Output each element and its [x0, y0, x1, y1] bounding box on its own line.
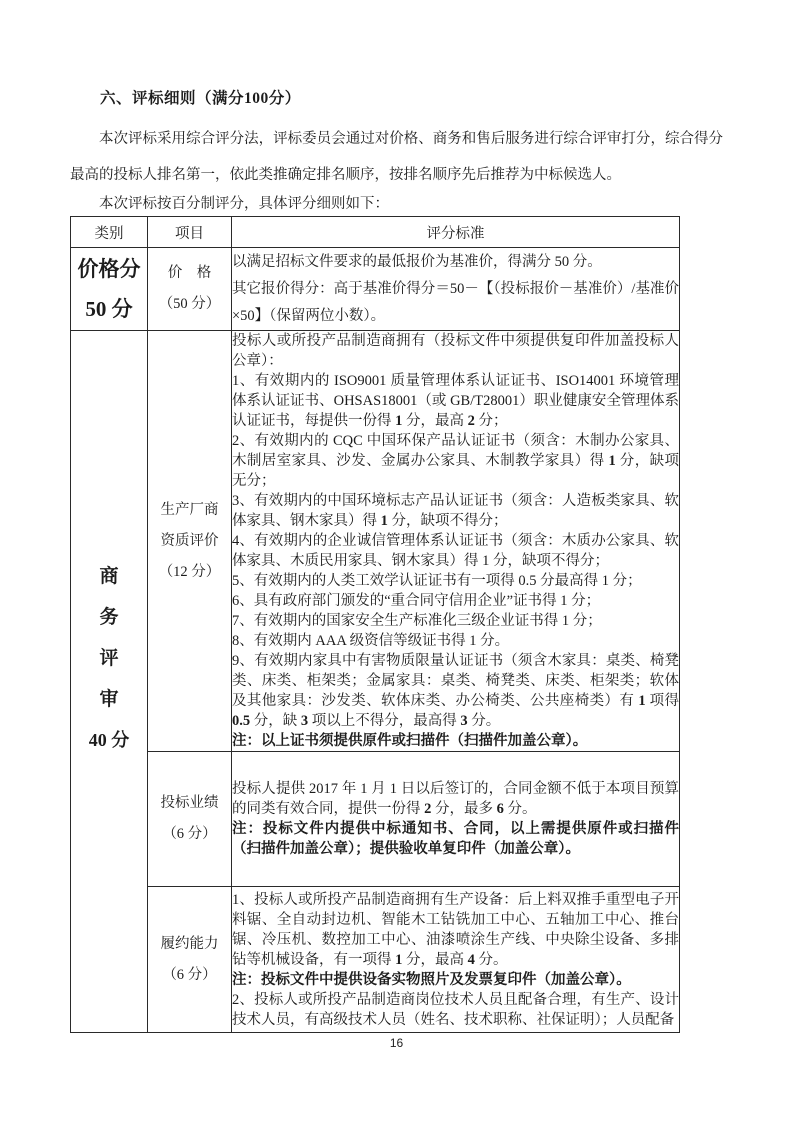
intro-paragraph: 本次评标采用综合评分法，评标委员会通过对价格、商务和售后服务进行综合评审打分，综合得分最高的投标人排名第一，依此类推确定排名顺序，按排名顺序先后推荐为中标候选人。 [70, 131, 723, 183]
capability-item-score: （6 分） [162, 966, 217, 983]
page-number: 16 [389, 1036, 404, 1050]
table-header-row [71, 217, 680, 248]
business-char: 商 [99, 565, 119, 587]
capability-item-label: 履约能力 [160, 935, 219, 952]
business-category-score: 40 分 [88, 729, 130, 750]
price-category-title: 价格分 [77, 257, 141, 281]
business-char: 评 [99, 647, 119, 669]
item-cell-performance [148, 752, 232, 887]
category-cell-business [71, 331, 148, 1033]
criteria-cell-capability: 1、投标人或所投产品制造商拥有生产设备：后上料双推手重型电子开料锯、全自动封边机、智能木工钻铣加工中心、五轴加工中心、推台锯、冷压机、数控加工中心、油漆喷涂生产线、中央除尘设备、多排钻等机械设备，有一项得 1 分，最高 4 分。 注：投标文件中提供设备实物照片及发票复印件（加盖公章）。 2、投标人或所投产品制造商岗位技术人员且配备合理，有生产、设计技术人员，有高级技术人员（姓名、技术职称、社保证明）；人员配备 [232, 887, 680, 1033]
price-category-score: 50 分 [85, 297, 133, 321]
business-char: 务 [99, 606, 119, 628]
column-header-item: 项目 [148, 217, 232, 248]
document-content [70, 86, 723, 1033]
column-header-criteria: 评分标准 [232, 217, 680, 248]
qualification-item-label-line2: 资质评价 [160, 532, 219, 549]
table-row-capability [71, 887, 680, 1033]
item-cell-price [148, 248, 232, 331]
price-item-score: （50 分） [158, 296, 221, 312]
table-row-performance [71, 752, 680, 887]
qualification-item-label-line1: 生产厂商 [160, 501, 219, 518]
business-category-vertical-label [71, 567, 147, 797]
criteria-cell-price: 以满足招标文件要求的最低报价为基准价，得满分 50 分。 其它报价得分：高于基准价得分＝50－【（投标报价－基准价）/基准价×50】（保留两位小数）。 [232, 248, 680, 331]
column-header-category: 类别 [71, 217, 148, 248]
section-heading: 六、评标细则（满分100分） [100, 90, 301, 107]
price-item-label: 价 格 [167, 265, 212, 281]
criteria-cell-performance: 投标人提供 2017 年 1 月 1 日以后签订的，合同金额不低于本项目预算的同类有效合同，提供一份得 2 分，最多 6 分。 注：投标文件内提供中标通知书、合同，以上需提供原件或扫描件（扫描件加盖公章）；提供验收单复印件（加盖公章）。 [232, 752, 680, 887]
criteria-cell-qualification: 投标人或所投产品制造商拥有（投标文件中须提供复印件加盖投标人公章）： 1、有效期内的 ISO9001 质量管理体系认证证书、ISO14001 环境管理体系认证证书、OHSAS18001（或 GB/T28001）职业健康安全管理体系认证证书，每提供一份得 1 分，最高 2 分； 2、有效期内的 CQC 中国环保产品认证证书（须含：木制办公家具、木制居室家具、沙发、金属办公家具、木制教学家具）得 1 分，缺项无分； 3、有效期内的中国环境标志产品认证证书（须含：人造板类家具、软体家具、钢木家具）得 1 分，缺项不得分； 4、有效期内的企业诚信管理体系认证证书（须含：木质办公家具、软体家具、木质民用家具、钢木家具）得 1 分，缺项不得分； 5、有效期内的人类工效学认证证书有一项得 0.5 分最高得 1 分； 6、具有政府部门颁发的“重合同守信用企业”证书得 1 分； 7、有效期内的国家安全生产标准化三级企业证书得 1 分； 8、有效期内 AAA 级资信等级证书得 1 分。 9、有效期内家具中有害物质限量认证证书（须含木家具：桌类、椅凳类、床类、柜架类；金属家具：桌类、椅凳类、床类、柜架类；软体及其他家具：沙发类、软体床类、办公椅类、公共座椅类）有 1 项得 0.5 分，缺 3 项以上不得分，最高得 3 分。 注：以上证书须提供原件或扫描件（扫描件加盖公章）。 [232, 331, 680, 752]
performance-item-label: 投标业绩 [160, 795, 219, 811]
intro-paragraph-2: 本次评标按百分制评分，具体评分细则如下： [99, 196, 389, 212]
item-cell-capability [148, 887, 232, 1033]
performance-item-score: （6 分） [162, 826, 217, 842]
evaluation-criteria-table [70, 216, 680, 1033]
table-row-qualification [71, 331, 680, 752]
business-char: 审 [99, 688, 119, 710]
category-cell-price [71, 248, 148, 331]
item-cell-qualification [148, 331, 232, 752]
qualification-item-score: （12 分） [158, 563, 221, 580]
table-row-price [71, 248, 680, 331]
